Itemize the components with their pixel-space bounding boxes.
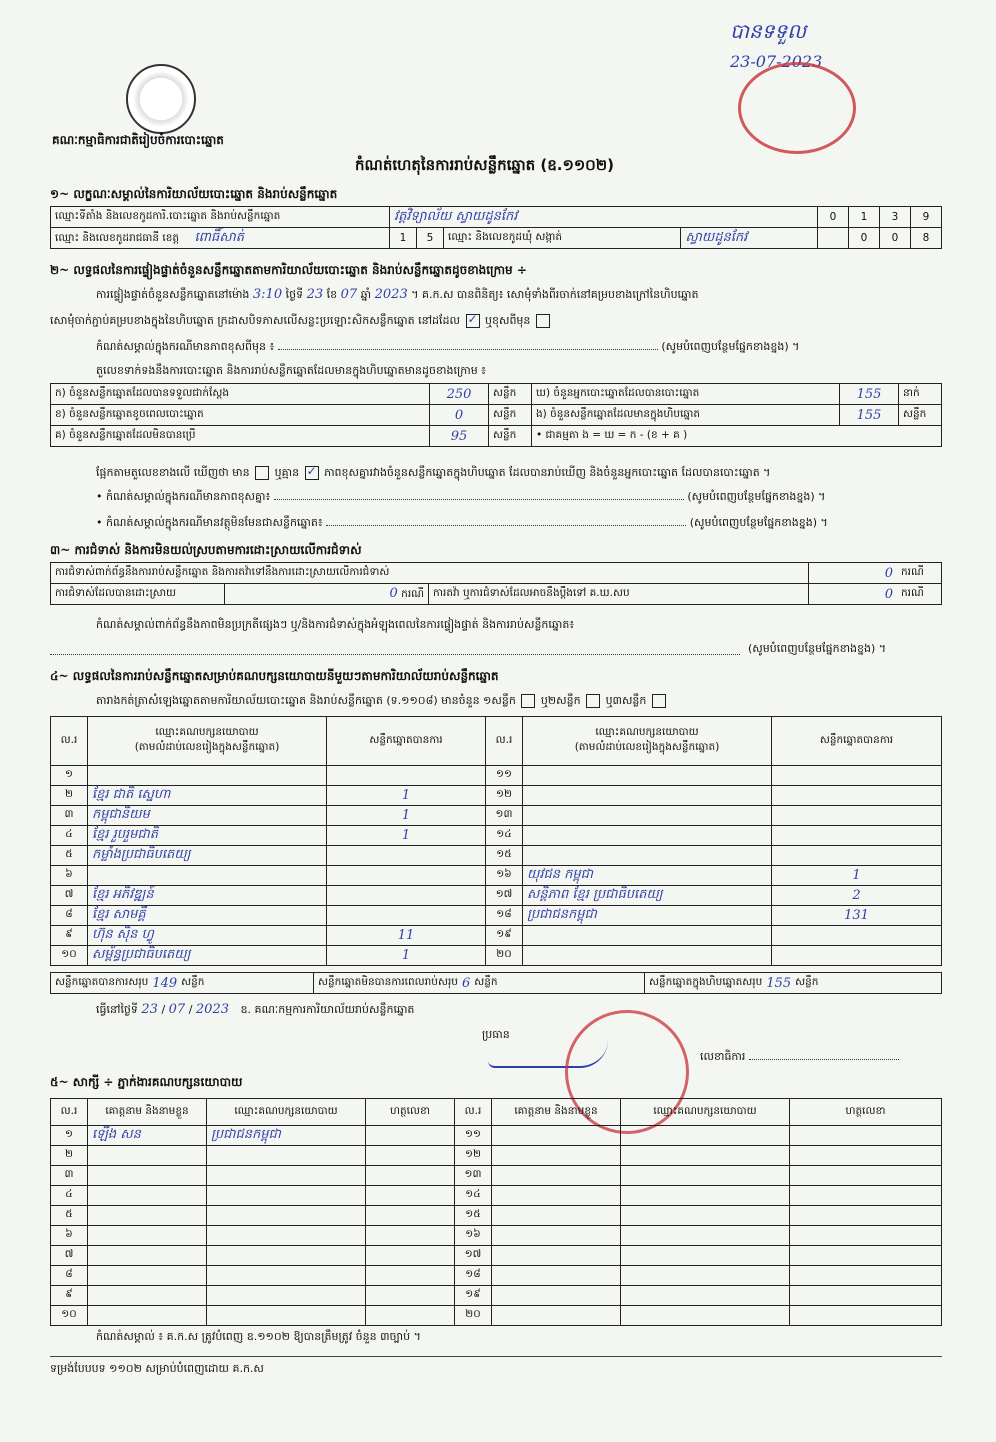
section5-heading: ៥~ សាក្សី ÷ ភ្នាក់ងារគណបក្សនយោបាយ xyxy=(50,1075,243,1089)
results-votes: 11 xyxy=(327,926,486,946)
results-row xyxy=(51,846,942,866)
witness-header-sign-right: ហត្ថលេខា xyxy=(790,1099,942,1126)
results-party-right xyxy=(523,766,772,786)
witness-no-right: ១៤ xyxy=(455,1186,492,1206)
witness-party-right xyxy=(621,1206,790,1226)
results-votes-right xyxy=(772,846,942,866)
results-votes-right xyxy=(772,806,942,826)
results-no: ៨ xyxy=(51,906,88,926)
witness-party-right xyxy=(621,1306,790,1326)
witness-party xyxy=(207,1246,366,1266)
witness-sign-right xyxy=(790,1146,942,1166)
witness-name xyxy=(88,1226,207,1246)
witness-no-right: ១៧ xyxy=(455,1246,492,1266)
results-party-right xyxy=(523,946,772,966)
verification-text-b: ថ្ងៃទី xyxy=(285,288,304,301)
results-header-party: ឈ្មោះគណបក្សនយោបាយ xyxy=(155,726,259,738)
witness-sign xyxy=(366,1246,455,1266)
box-total-value: 155 xyxy=(766,975,792,991)
witness-name-right xyxy=(492,1166,621,1186)
witness-sign xyxy=(366,1306,455,1326)
results-votes-right: 131 xyxy=(772,906,942,926)
witness-sign-right xyxy=(790,1126,942,1146)
witness-name xyxy=(88,1166,207,1186)
results-no: ៣ xyxy=(51,806,88,826)
witness-name xyxy=(88,1186,207,1206)
witness-name-right xyxy=(492,1206,621,1226)
witness-name xyxy=(88,1286,207,1306)
witness-sign xyxy=(366,1166,455,1186)
witness-no: ៤ xyxy=(51,1186,88,1206)
province-label: ឈ្មោះ និងលេខកូដរាជធានី ខេត្ត xyxy=(55,231,180,244)
figure-e-unit: សន្លឹក xyxy=(899,405,942,426)
station-code-1: 1 xyxy=(849,207,880,228)
complaint-resolved-value: 0 xyxy=(389,585,398,601)
polling-station-value: វត្តវិទ្យាល័យ ស្វាយដូនកែវ xyxy=(390,207,818,228)
one-sheet-checkbox[interactable] xyxy=(521,694,535,708)
witness-header-no-right: ល.រ xyxy=(455,1099,492,1126)
results-party-right xyxy=(523,846,772,866)
results-votes xyxy=(327,846,486,866)
witness-header-name-right: គោត្តនាម និងនាមខ្លួន xyxy=(492,1099,621,1126)
change-note-fill: (សូមបំពេញបន្ថែមផ្នែកខាងខ្នង) ។ xyxy=(661,340,800,353)
witness-sign-right xyxy=(790,1246,942,1266)
three-sheet-checkbox[interactable] xyxy=(652,694,666,708)
changed-checkbox[interactable] xyxy=(536,314,550,328)
witness-sign-right xyxy=(790,1226,942,1246)
irregularity-fill: (សូមបំពេញបន្ថែមផ្នែកខាងខ្នង) ។ xyxy=(748,642,887,655)
witness-name xyxy=(88,1146,207,1166)
verification-text-d: ឆ្នាំ xyxy=(360,288,372,301)
witness-header-party-right: ឈ្មោះគណបក្សនយោបាយ xyxy=(621,1099,790,1126)
complaint-related-value: 0 xyxy=(809,563,898,584)
witness-row xyxy=(51,1286,942,1306)
witness-name xyxy=(88,1266,207,1286)
witness-header-party: ឈ្មោះគណបក្សនយោបាយ xyxy=(207,1099,366,1126)
witness-party-right xyxy=(621,1186,790,1206)
results-votes-right xyxy=(772,926,942,946)
received-label: បានទទួល xyxy=(730,19,807,43)
verification-line-1 xyxy=(96,287,699,304)
change-note-line xyxy=(96,340,799,356)
commune-code-1: 0 xyxy=(880,228,911,249)
commune-value: ស្វាយដូនកែវ xyxy=(681,228,818,249)
witness-sign xyxy=(366,1266,455,1286)
results-party: ខ្មែរ សាមគ្គី xyxy=(88,906,327,926)
witness-no-right: ១២ xyxy=(455,1146,492,1166)
section3-table xyxy=(50,562,942,605)
results-votes-right xyxy=(772,826,942,846)
witness-party xyxy=(207,1146,366,1166)
received-date: 23-07-2023 xyxy=(730,52,823,71)
results-row xyxy=(51,766,942,786)
results-table xyxy=(50,716,942,966)
results-votes xyxy=(327,766,486,786)
polling-station-label: ឈ្មោះទីតាំង និងលេខកូដការិ.បោះឆ្នោត និងរាប់សន្លឹកឆ្នោត xyxy=(51,207,390,228)
witness-no-right: ១៨ xyxy=(455,1266,492,1286)
results-no-right: ១៩ xyxy=(486,926,523,946)
results-party-right: ប្រជាជនកម្ពុជា xyxy=(523,906,772,926)
complaint-resolved-label: ការជំទាស់ដែលបានដោះស្រាយ xyxy=(51,584,225,605)
witness-no: ៨ xyxy=(51,1266,88,1286)
witness-party-right xyxy=(621,1266,790,1286)
witness-party-right xyxy=(621,1146,790,1166)
object-note-fill: (សូមបំពេញបន្ថែមផ្នែកខាងខ្នង) ។ xyxy=(689,516,828,529)
witness-header-no: ល.រ xyxy=(51,1099,88,1126)
figure-a-label: ក) ចំនួនសន្លឹកឆ្នោតដែលបានទទួលជាក់ស្តែង xyxy=(51,384,430,405)
witness-no-right: ១៩ xyxy=(455,1286,492,1306)
irregularity-note: កំណត់សម្គាល់ពាក់ព័ន្ធនឹងភាពមិនប្រក្រតីផ្សេងៗ ឬ/និងការជំទាស់ក្នុងអំឡុងពេលនៃការផ្ទៀងផ្ទាត់ និងការរាប់សន្លឹកឆ្នោត៖ xyxy=(96,618,575,631)
done-year: 2023 xyxy=(195,1002,229,1017)
witness-sign-right xyxy=(790,1266,942,1286)
results-no-right: ១១ xyxy=(486,766,523,786)
witness-party-right xyxy=(621,1246,790,1266)
verification-day: 23 xyxy=(306,287,324,302)
witness-no: ២ xyxy=(51,1146,88,1166)
witness-header-name: គោត្តនាម និងនាមខ្លួន xyxy=(88,1099,207,1126)
box-total-unit: សន្លឹក xyxy=(795,975,819,988)
witness-no: ៦ xyxy=(51,1226,88,1246)
witness-party xyxy=(207,1166,366,1186)
object-note-label: • កំណត់សម្គាល់ក្នុងករណីមានវត្ថុមិនមែនជាសន្លឹកឆ្នោត៖ xyxy=(96,516,323,529)
figure-a-value: 250 xyxy=(430,384,489,405)
results-party-right: សន្តិភាព ខ្មែរ ប្រជាធិបតេយ្យ xyxy=(523,886,772,906)
difference-text-a: ផ្អែកតាមតួលេខខាងលើ ឃើញថា មាន xyxy=(96,466,250,479)
witness-sign-right xyxy=(790,1186,942,1206)
witness-name-right xyxy=(492,1146,621,1166)
results-no-right: ១៤ xyxy=(486,826,523,846)
witness-name-right xyxy=(492,1286,621,1306)
done-month: 07 xyxy=(168,1002,186,1017)
results-no: ២ xyxy=(51,786,88,806)
results-votes: 1 xyxy=(327,826,486,846)
figure-a-unit: សន្លឹក xyxy=(489,384,532,405)
witness-row xyxy=(51,1306,942,1326)
difference-text-b: ឬគ្មាន xyxy=(274,466,300,479)
results-party-right: យុវជន កម្ពុជា xyxy=(523,866,772,886)
agency-logo xyxy=(126,64,196,134)
results-row xyxy=(51,826,942,846)
results-party-right xyxy=(523,826,772,846)
witness-party xyxy=(207,1286,366,1306)
has-difference-checkbox[interactable] xyxy=(255,466,269,480)
witness-sign xyxy=(366,1226,455,1246)
invalid-total-value: 6 xyxy=(461,975,471,991)
witness-name-right xyxy=(492,1306,621,1326)
results-row xyxy=(51,886,942,906)
results-row xyxy=(51,866,942,886)
complaint-appeal-unit: ករណី xyxy=(897,584,942,605)
complaint-appeal-label: ការតវ៉ា ឬការជំទាស់ដែលអាចនឹងប្តឹងទៅ គ.ឃ.សប xyxy=(429,584,809,605)
results-votes: 1 xyxy=(327,946,486,966)
results-party: ខ្មែរ រួបរួមជាតិ xyxy=(88,826,327,846)
results-party: ខ្មែរ អភិវឌ្ឍន៍ xyxy=(88,886,327,906)
figure-b-value: 0 xyxy=(430,405,489,426)
witness-no: ៧ xyxy=(51,1246,88,1266)
complaint-related-unit: ករណី xyxy=(897,563,942,584)
witness-no-right: ១៣ xyxy=(455,1166,492,1186)
witness-name: ឡើង សន xyxy=(88,1126,207,1146)
figure-c-unit: សន្លឹក xyxy=(489,426,532,447)
three-sheet-label: ឬ៣សន្លឹក xyxy=(605,694,647,707)
results-party: កម្លាំងប្រជាធិបតេយ្យ xyxy=(88,846,327,866)
province-value: ពោធិ៍សាត់ xyxy=(194,229,244,245)
done-date-line: ធ្វើនៅថ្ងៃទី 23 / 07 / 2023 ឧ. គណៈកម្មការការិយាល័យរាប់សន្លឹកឆ្នោត xyxy=(96,1002,415,1017)
witness-party xyxy=(207,1186,366,1206)
verification-year: 2023 xyxy=(374,287,408,302)
formula-note: • ជាគម្មតា ង = ឃ = ក - (ខ + គ ) xyxy=(532,426,942,447)
witness-name xyxy=(88,1206,207,1226)
witness-no-right: ១៥ xyxy=(455,1206,492,1226)
witness-row xyxy=(51,1226,942,1246)
section3-heading: ៣~ ការជំទាស់ និងការមិនយល់ស្របតាមការដោះស្រាយលើការជំទាស់ xyxy=(50,543,362,557)
results-row xyxy=(51,926,942,946)
results-party-right xyxy=(523,786,772,806)
figure-d-label: ឃ) ចំនួនអ្នកបោះឆ្នោតដែលបានបោះឆ្នោត xyxy=(532,384,840,405)
witness-party xyxy=(207,1226,366,1246)
complaint-resolved-unit: ករណី xyxy=(401,587,424,600)
section1-heading: ១~ លក្ខណៈសម្គាល់នៃការិយាល័យបោះឆ្នោត និងរាប់សន្លឹកឆ្នោត xyxy=(50,187,338,201)
witness-name-right xyxy=(492,1186,621,1206)
footnote: កំណត់សម្គាល់ ៖ គ.ក.ស ត្រូវបំពេញ ឧ.១១០២ ឱ្យបានត្រឹមត្រូវ ចំនួន ៣ច្បាប់ ។ xyxy=(96,1330,421,1343)
results-no: ៥ xyxy=(51,846,88,866)
results-row xyxy=(51,786,942,806)
witness-sign-right xyxy=(790,1166,942,1186)
changed-option-label: ឬខុសពីមុន xyxy=(485,314,531,327)
figure-d-unit: នាក់ xyxy=(899,384,942,405)
witness-row xyxy=(51,1246,942,1266)
results-votes-right xyxy=(772,786,942,806)
witness-name-right xyxy=(492,1126,621,1146)
results-header-party-sub-right: (តាមលំដាប់លេខរៀងក្នុងសន្លឹកឆ្នោត) xyxy=(574,741,720,753)
province-code-1: 5 xyxy=(417,228,444,249)
results-no: ៦ xyxy=(51,866,88,886)
difference-note-label: • កំណត់សម្គាល់ក្នុងករណីមានភាពខុសគ្នា៖ xyxy=(96,490,271,503)
valid-total-label: សន្លឹកឆ្នោតបានការសរុប xyxy=(55,975,149,988)
results-votes xyxy=(327,866,486,886)
verification-time: 3:10 xyxy=(252,287,283,302)
results-header-party-sub: (តាមលំដាប់លេខរៀងក្នុងសន្លឹកឆ្នោត) xyxy=(134,741,280,753)
committee-label: ឧ. គណៈកម្មការការិយាល័យរាប់សន្លឹកឆ្នោត xyxy=(240,1003,415,1016)
witness-no-right: ១១ xyxy=(455,1126,492,1146)
witness-sign xyxy=(366,1286,455,1306)
figure-c-value: 95 xyxy=(430,426,489,447)
results-votes: 1 xyxy=(327,786,486,806)
commune-label: ឈ្មោះ និងលេខកូដឃុំ សង្កាត់ xyxy=(444,228,681,249)
results-votes-right xyxy=(772,946,942,966)
secretary-line xyxy=(700,1050,899,1066)
station-code-0: 0 xyxy=(818,207,849,228)
results-party: កម្ពុជានិយម xyxy=(88,806,327,826)
agency-name: គណៈកម្មាធិការជាតិរៀបចំការបោះឆ្នោត xyxy=(52,133,224,147)
witness-sign xyxy=(366,1186,455,1206)
tally-sheet-line xyxy=(96,694,668,710)
results-votes-right xyxy=(772,766,942,786)
results-votes-right: 2 xyxy=(772,886,942,906)
witness-no-right: ២០ xyxy=(455,1306,492,1326)
difference-note-line xyxy=(96,490,825,506)
document-title: កំណត់ហេតុនៃការរាប់សន្លឹកឆ្នោត (ឧ.១១០២) xyxy=(355,156,615,174)
done-date-label: ធ្វើនៅថ្ងៃទី xyxy=(96,1003,138,1016)
witness-sign-right xyxy=(790,1306,942,1326)
witness-party-right xyxy=(621,1166,790,1186)
verification-text-c: ខែ xyxy=(326,288,338,301)
witness-name-right xyxy=(492,1226,621,1246)
figure-c-label: គ) ចំនួនសន្លឹកឆ្នោតដែលមិនបានប្រើ xyxy=(51,426,430,447)
difference-line xyxy=(96,466,770,482)
witness-party-right xyxy=(621,1226,790,1246)
no-difference-checkbox[interactable] xyxy=(305,466,319,480)
results-no: ១០ xyxy=(51,946,88,966)
verification-line-2 xyxy=(50,314,552,330)
verification-text-a: ការផ្ទៀងផ្ទាត់ចំនួនសន្លឹកឆ្នោតនៅម៉ោង xyxy=(96,288,250,301)
witness-no: ៣ xyxy=(51,1166,88,1186)
secretary-label: លេខាធិការ xyxy=(700,1050,746,1063)
witness-sign-right xyxy=(790,1206,942,1226)
witness-name-right xyxy=(492,1266,621,1286)
witness-sign xyxy=(366,1206,455,1226)
results-party-right xyxy=(523,926,772,946)
figure-b-label: ខ) ចំនួនសន្លឹកឆ្នោតខូចពេលបោះឆ្នោត xyxy=(51,405,430,426)
chair-label: ប្រធាន xyxy=(482,1028,510,1041)
results-no-right: ១៧ xyxy=(486,886,523,906)
figure-b-unit: សន្លឹក xyxy=(489,405,532,426)
witness-sign xyxy=(366,1126,455,1146)
invalid-total-unit: សន្លឹក xyxy=(474,975,498,988)
results-party xyxy=(88,866,327,886)
verification-text-e: ។ គ.ក.ស បានពិនិត្យ៖ សោមុំទាំងពីរចាក់នៅគម្របខាងក្រៅនៃហិបឆ្នោត xyxy=(411,288,699,301)
section2-heading: ២~ លទ្ធផលនៃការផ្ទៀងផ្ទាត់ចំនួនសន្លឹកឆ្នោតតាមការិយាល័យបោះឆ្នោត និងរាប់សន្លឹកឆ្នោតដូចខាងក្រោម ÷ xyxy=(50,263,527,277)
results-row xyxy=(51,946,942,966)
commune-code-0: 0 xyxy=(849,228,880,249)
station-code-3: 9 xyxy=(911,207,942,228)
witness-sign-right xyxy=(790,1286,942,1306)
results-no-right: ១៥ xyxy=(486,846,523,866)
witness-party-right xyxy=(621,1286,790,1306)
results-no: ១ xyxy=(51,766,88,786)
difference-note-fill: (សូមបំពេញបន្ថែមផ្នែកខាងខ្នង) ។ xyxy=(687,490,826,503)
witness-row xyxy=(51,1166,942,1186)
witness-no: ៥ xyxy=(51,1206,88,1226)
tally-sheet-text: តារាងកត់ត្រាសំឡេងឆ្នោតតាមការិយាល័យបោះឆ្នោត និងរាប់សន្លឹកឆ្នោត (ទ.១១០៨) មានចំនួន ១សន្លឹក xyxy=(96,694,516,707)
results-header-votes-right: សន្លឹកឆ្នោតបានការ xyxy=(772,717,942,766)
received-stamp xyxy=(738,62,856,154)
verification-text-p2: សោមុំចាក់ភ្ជាប់គម្របខាងក្នុងនៃហិបឆ្នោត ក្រដាសបិទភាសលើសន្លះប្រឡោះសិកសន្លឹកឆ្នោត នៅដដែល xyxy=(50,314,460,327)
witness-table xyxy=(50,1098,942,1326)
results-party: ហ៊ុន ស៊ិន ហ្វូ xyxy=(88,926,327,946)
results-no-right: ២០ xyxy=(486,946,523,966)
results-header-party-right: ឈ្មោះគណបក្សនយោបាយ xyxy=(595,726,699,738)
results-party xyxy=(88,766,327,786)
difference-text-c: ភាពខុសគ្នារវាងចំនួនសន្លឹកឆ្នោតក្នុងហិបឆ្នោត ដែលបានរាប់ឃើញ និងចំនួនអ្នកបោះឆ្នោត ដែលបានបោះឆ្នោត ។ xyxy=(324,466,771,479)
box-total-label: សន្លឹកឆ្នោតក្នុងហិបឆ្នោតសរុប xyxy=(649,975,763,988)
results-votes-right: 1 xyxy=(772,866,942,886)
witness-name-right xyxy=(492,1246,621,1266)
results-no-right: ១២ xyxy=(486,786,523,806)
object-note-line xyxy=(96,516,828,532)
witness-row xyxy=(51,1126,942,1146)
witness-no: ៩ xyxy=(51,1286,88,1306)
valid-total-value: 149 xyxy=(152,975,178,991)
invalid-total-label: សន្លឹកឆ្នោតមិនបានការពេលរាប់សរុប xyxy=(318,975,458,988)
results-party-right xyxy=(523,806,772,826)
results-no: ៧ xyxy=(51,886,88,906)
witness-name xyxy=(88,1306,207,1326)
results-votes xyxy=(327,886,486,906)
province-code-0: 1 xyxy=(390,228,417,249)
results-no: ៤ xyxy=(51,826,88,846)
section1-table xyxy=(50,206,942,249)
results-votes xyxy=(327,906,486,926)
results-no-right: ១៦ xyxy=(486,866,523,886)
witness-name xyxy=(88,1246,207,1266)
complaint-appeal-value: 0 xyxy=(809,584,898,605)
results-no: ៩ xyxy=(51,926,88,946)
section4-heading: ៤~ លទ្ធផលនៃការរាប់សន្លឹកឆ្នោតសម្រាប់គណបក្សនយោបាយនីមួយៗតាមការិយាល័យរាប់សន្លឹកឆ្នោត xyxy=(50,669,499,683)
witness-party xyxy=(207,1206,366,1226)
witness-no: ១០ xyxy=(51,1306,88,1326)
change-note-label: កំណត់សម្គាល់ក្នុងករណីមានភាពខុសពីមុន ៖ xyxy=(96,340,275,353)
unchanged-checkbox[interactable] xyxy=(466,314,480,328)
witness-party xyxy=(207,1266,366,1286)
results-party: សម្ព័ន្ធប្រជាធិបតេយ្យ xyxy=(88,946,327,966)
figures-table xyxy=(50,383,942,447)
results-row xyxy=(51,806,942,826)
two-sheet-checkbox[interactable] xyxy=(586,694,600,708)
figure-e-value: 155 xyxy=(840,405,899,426)
results-party: ខ្មែរ ជាតិ ស្នេហា xyxy=(88,786,327,806)
results-no-right: ១៣ xyxy=(486,806,523,826)
valid-total-unit: សន្លឹក xyxy=(181,975,205,988)
form-footer: ទម្រង់បែបបទ ១១០២ សម្រាប់បំពេញដោយ គ.ក.ស xyxy=(50,1362,264,1375)
witness-row xyxy=(51,1186,942,1206)
witness-row xyxy=(51,1266,942,1286)
witness-no-right: ១៦ xyxy=(455,1226,492,1246)
witness-row xyxy=(51,1146,942,1166)
results-row xyxy=(51,906,942,926)
witness-row xyxy=(51,1206,942,1226)
figure-e-label: ង) ចំនួនសន្លឹកឆ្នោតដែលមានក្នុងហិបឆ្នោត xyxy=(532,405,840,426)
commune-code-2: 8 xyxy=(911,228,942,249)
witness-party-right xyxy=(621,1126,790,1146)
figures-intro: តួលេខទាក់ទងនឹងការបោះឆ្នោត និងការរាប់សន្លឹកឆ្នោតដែលមានក្នុងហិបឆ្នោតមានដូចខាងក្រោម ៖ xyxy=(96,364,487,377)
witness-header-sign: ហត្ថលេខា xyxy=(366,1099,455,1126)
done-day: 23 xyxy=(141,1002,158,1017)
figure-d-value: 155 xyxy=(840,384,899,405)
verification-month: 07 xyxy=(340,287,358,302)
witness-sign xyxy=(366,1146,455,1166)
results-no-right: ១៨ xyxy=(486,906,523,926)
witness-party: ប្រជាជនកម្ពុជា xyxy=(207,1126,366,1146)
results-header-votes: សន្លឹកឆ្នោតបានការ xyxy=(327,717,486,766)
results-summary xyxy=(50,972,942,994)
complaint-related-label: ការជំទាស់ពាក់ព័ន្ធនឹងការរាប់សន្លឹកឆ្នោត និងការតវ៉ាទៅនឹងការដោះស្រាយលើការជំទាស់ xyxy=(51,563,809,584)
results-header-no: ល.រ xyxy=(51,717,88,766)
results-votes: 1 xyxy=(327,806,486,826)
results-header-no-right: ល.រ xyxy=(486,717,523,766)
witness-no: ១ xyxy=(51,1126,88,1146)
two-sheet-label: ឬ២សន្លឹក xyxy=(540,694,581,707)
station-code-2: 3 xyxy=(880,207,911,228)
witness-party xyxy=(207,1306,366,1326)
